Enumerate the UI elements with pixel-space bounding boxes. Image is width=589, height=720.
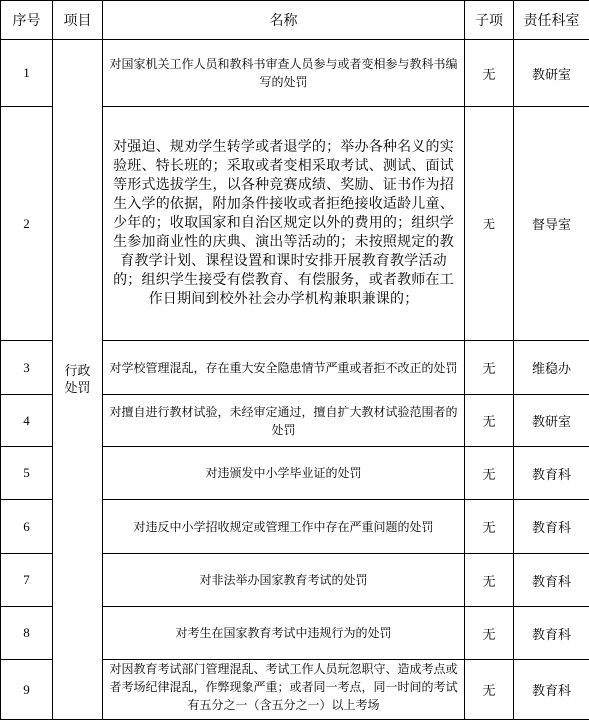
row-name: 对强迫、规劝学生转学或者退学的；举办各种名义的实验班、特长班的；采取或者变相采取考试、测试、面试等形式选拔学生，以各种竞赛成绩、奖励、证书作为招生入学的依据，附加条件接收或者拒绝接收适龄儿童、少年的；收取国家和自治区规定以外的费用的；组织学生参加商业性的庆典、演出等活动的；未按照规定的教育教学计划、课程设置和课时安排开展教育教学活动的；组织学生接受有偿教育、有偿服务，或者教师在工作日期间到校外社会办学机构兼职兼课的； [103, 107, 465, 341]
header-row [1, 1, 589, 40]
category-label: 行政处罚 [63, 363, 92, 397]
row-sub: 无 [465, 341, 514, 395]
row-sub: 无 [465, 40, 514, 107]
header-sub: 子项 [465, 1, 514, 40]
header-item: 项目 [53, 1, 103, 40]
category-cell [53, 40, 103, 720]
row-name: 对国家机关工作人员和教科书审查人员参与或者变相参与教科书编写的处罚 [103, 40, 465, 107]
header-name: 名称 [103, 1, 465, 40]
row-sub: 无 [465, 107, 514, 341]
row-sub: 无 [465, 554, 514, 607]
row-dept: 督导室 [514, 107, 589, 341]
row-sub: 无 [465, 447, 514, 500]
table-row [1, 40, 589, 107]
row-name: 对学校管理混乱，存在重大安全隐患情节严重或者拒不改正的处罚 [103, 341, 465, 395]
row-seq: 5 [1, 447, 53, 500]
row-sub: 无 [465, 660, 514, 720]
row-seq: 1 [1, 40, 53, 107]
row-dept: 教育科 [514, 500, 589, 554]
row-name: 对非法举办国家教育考试的处罚 [103, 554, 465, 607]
row-dept: 教育科 [514, 660, 589, 720]
row-dept: 教研室 [514, 40, 589, 107]
row-seq: 6 [1, 500, 53, 554]
row-seq: 3 [1, 341, 53, 395]
header-dept: 责任科室 [514, 1, 589, 40]
row-dept: 教育科 [514, 607, 589, 660]
row-name: 对违反中小学招收规定或管理工作中存在严重问题的处罚 [103, 500, 465, 554]
row-name: 对考生在国家教育考试中违规行为的处罚 [103, 607, 465, 660]
row-sub: 无 [465, 500, 514, 554]
row-dept: 教育科 [514, 554, 589, 607]
row-sub: 无 [465, 395, 514, 447]
row-dept: 教育科 [514, 447, 589, 500]
row-sub: 无 [465, 607, 514, 660]
row-seq: 9 [1, 660, 53, 720]
row-seq: 8 [1, 607, 53, 660]
header-seq: 序号 [1, 1, 53, 40]
row-seq: 2 [1, 107, 53, 341]
row-seq: 7 [1, 554, 53, 607]
row-name: 对擅自进行教材试验，未经审定通过，擅自扩大教材试验范围者的处罚 [103, 395, 465, 447]
row-name: 对违颁发中小学毕业证的处罚 [103, 447, 465, 500]
row-seq: 4 [1, 395, 53, 447]
row-name-text: 对因教育考试部门管理混乱、考试工作人员玩忽职守、造成考点或者考场纪律混乱，作弊现象严重；或者同一考点，同一时间的考试有五分之一（含五分之一）以上考场 [107, 660, 460, 712]
row-dept: 维稳办 [514, 341, 589, 395]
row-dept: 教研室 [514, 395, 589, 447]
